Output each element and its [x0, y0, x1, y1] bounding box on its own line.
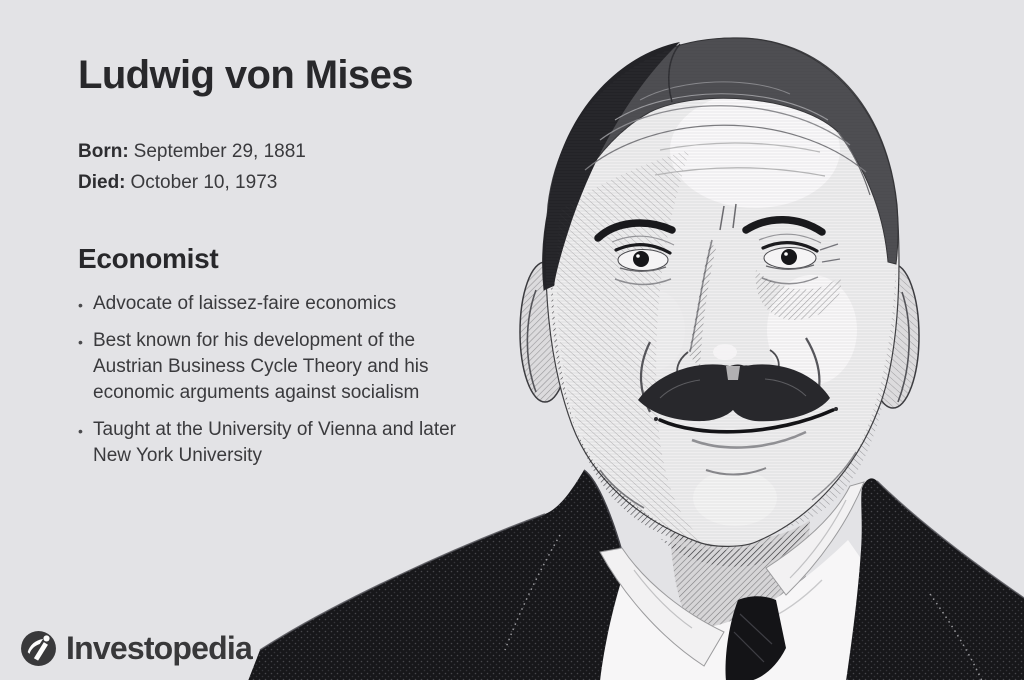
- died-date: October 10, 1973: [130, 172, 278, 193]
- fact-item: • Taught at the University of Vienna and later New York University: [93, 417, 480, 469]
- died-label: Died:: [78, 172, 126, 193]
- investopedia-logo-text: Investopedia: [66, 630, 253, 666]
- investopedia-logo-icon: [20, 630, 57, 667]
- occupation-heading: Economist: [78, 243, 219, 274]
- born-label: Born:: [78, 141, 129, 162]
- fact-item: • Best known for his development of the Austrian Business Cycle Theory and his economic arguments against socialism: [93, 328, 480, 406]
- fact-list: [78, 291, 480, 469]
- investopedia-logo: [20, 630, 252, 667]
- died-row: [78, 167, 480, 198]
- info-panel: [78, 54, 480, 480]
- fact-item: • Advocate of laissez-faire economics: [93, 291, 480, 317]
- page-title: Ludwig von Mises: [78, 53, 413, 97]
- born-date: September 29, 1881: [133, 141, 306, 162]
- jacket-left: [248, 470, 626, 680]
- life-dates: [78, 136, 480, 198]
- born-row: [78, 136, 480, 167]
